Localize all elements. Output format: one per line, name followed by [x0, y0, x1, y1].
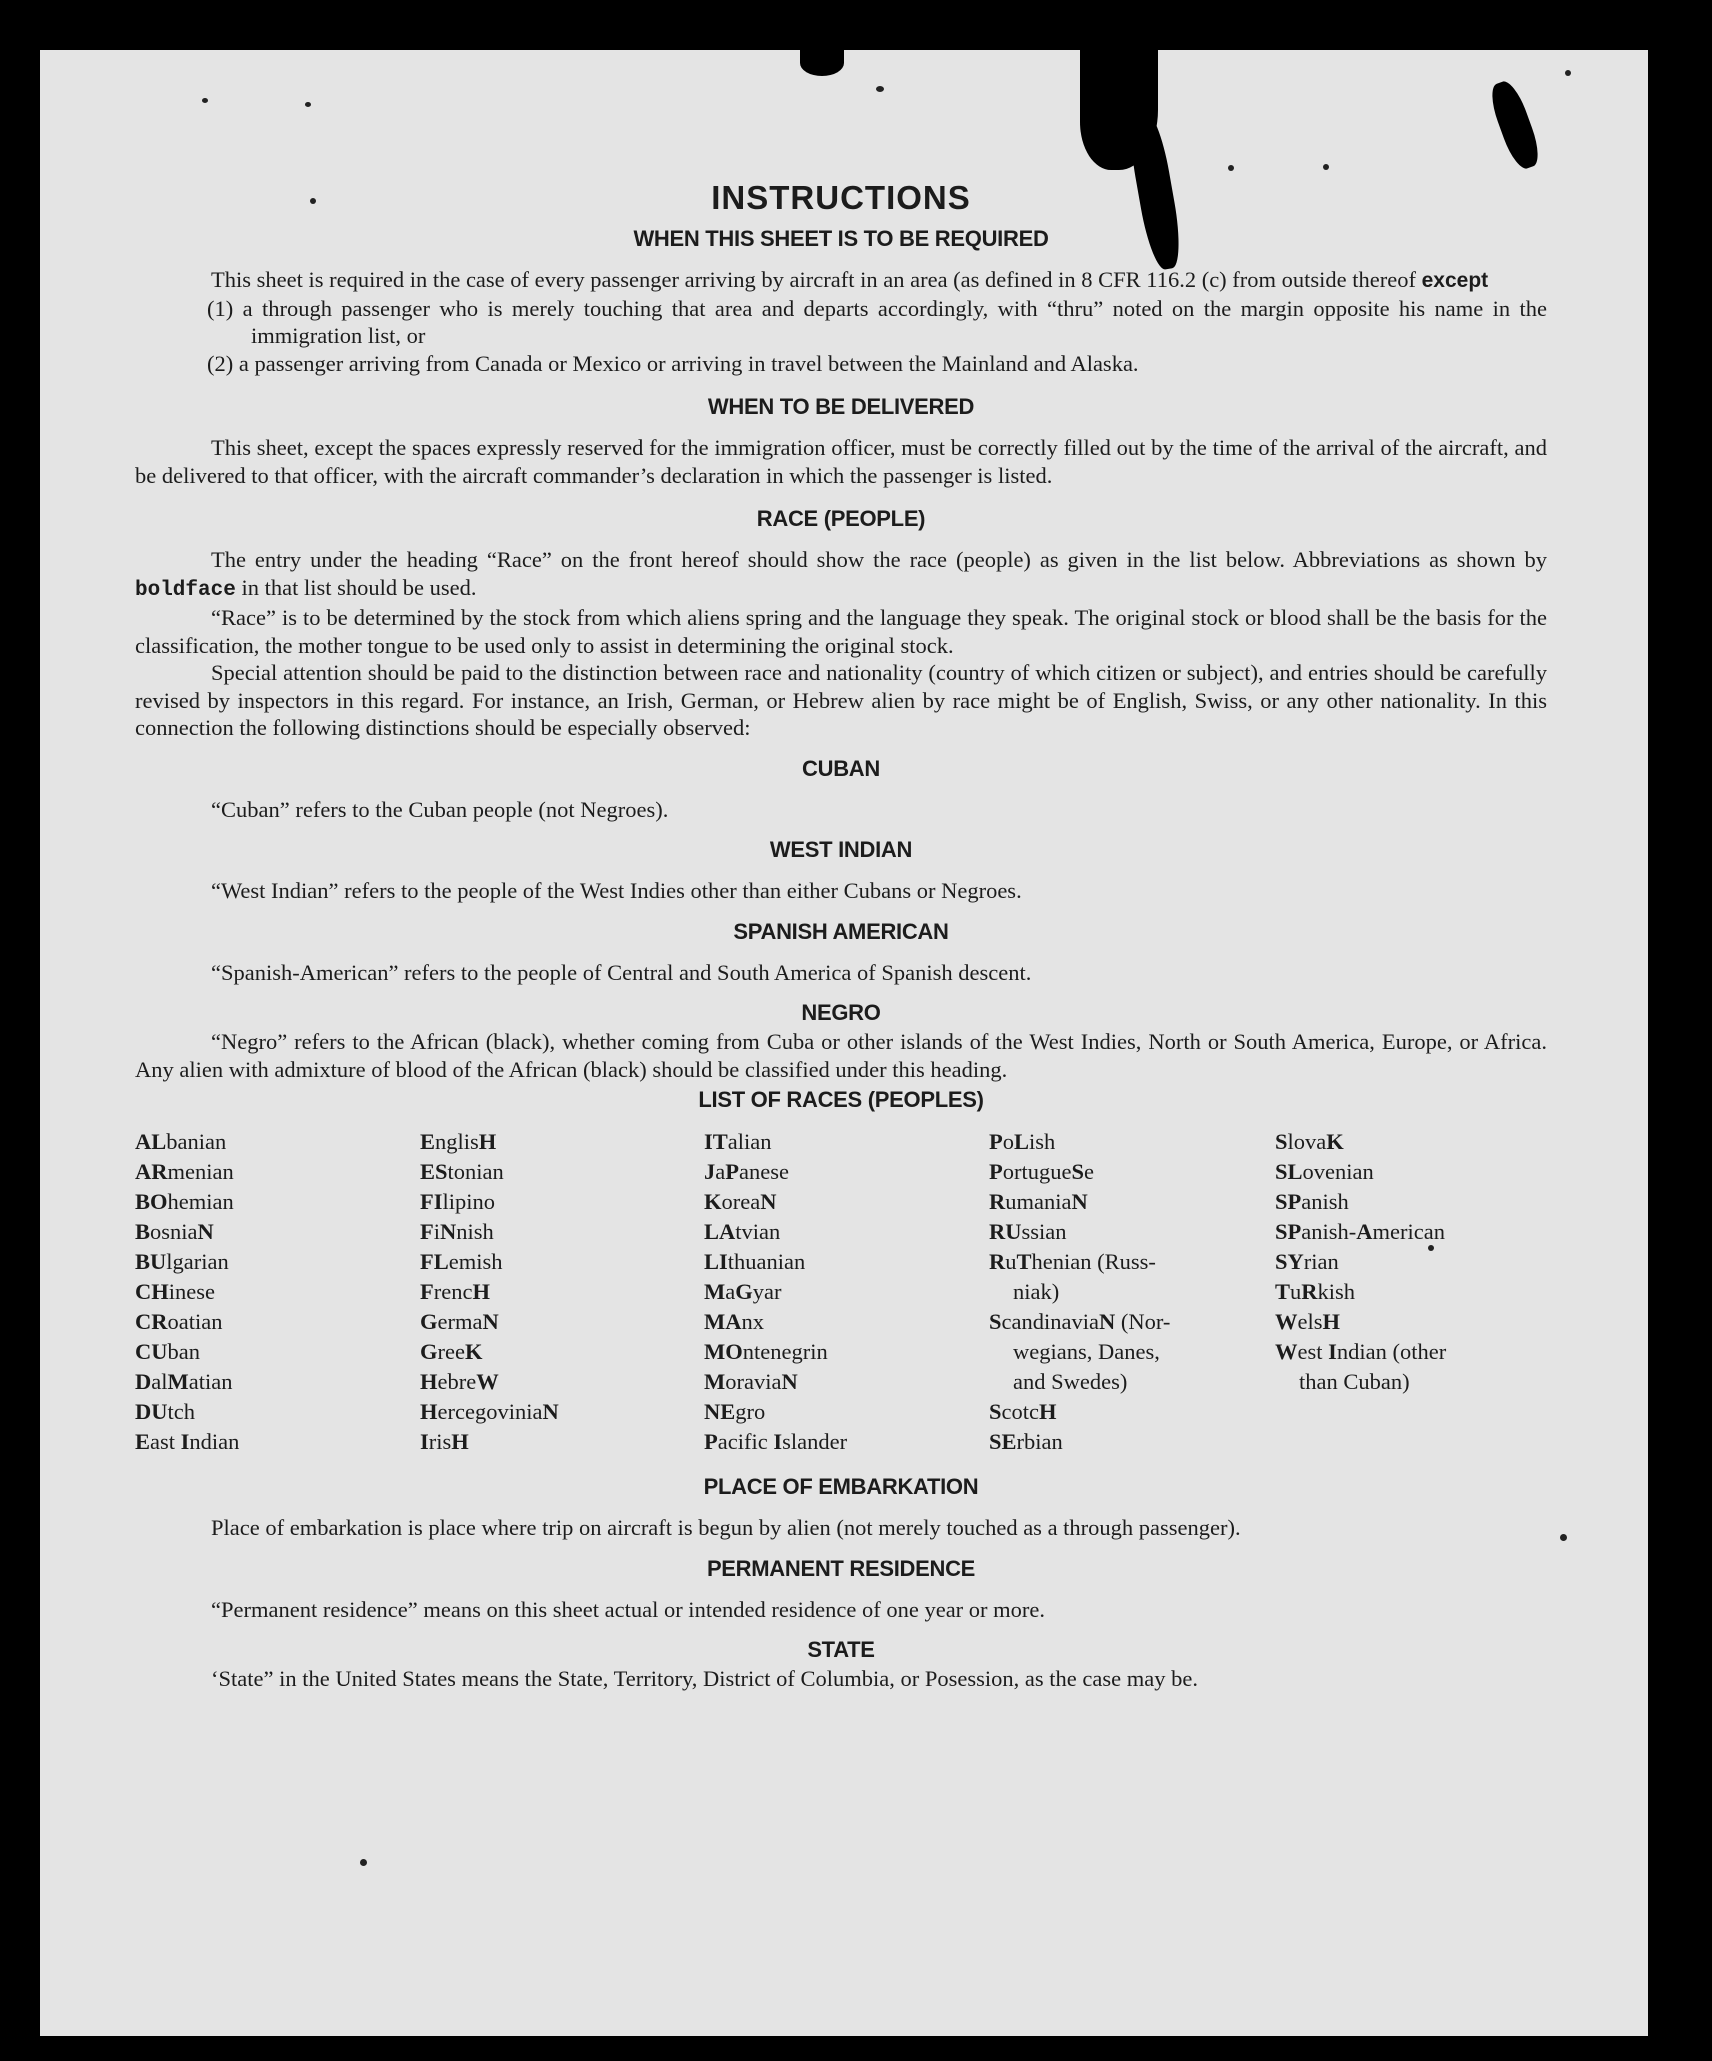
- race-name: LAtvian: [704, 1219, 781, 1244]
- race-name: ScotcH: [989, 1399, 1057, 1424]
- race-entry: [1275, 1187, 1547, 1217]
- race-entry: [1275, 1127, 1547, 1157]
- race-name: EnglisH: [420, 1129, 497, 1154]
- race-name: FIlipino: [420, 1189, 496, 1214]
- race-entry: [135, 1397, 420, 1427]
- race-name: ARmenian: [135, 1159, 234, 1184]
- except-bold: except: [1421, 269, 1489, 292]
- race-entry: [420, 1307, 704, 1337]
- race-name: ALbanian: [135, 1129, 227, 1154]
- race-entry: [704, 1217, 989, 1247]
- race-entry: [135, 1157, 420, 1187]
- race-name: Pacific Islander: [704, 1429, 848, 1454]
- instructions-content: [135, 178, 1547, 1693]
- race-entry: [704, 1127, 989, 1157]
- race-column: [1275, 1127, 1547, 1457]
- race-entry: [704, 1157, 989, 1187]
- race-name: EStonian: [420, 1159, 504, 1184]
- race-name: DUtch: [135, 1399, 195, 1424]
- heading-permanent-residence: PERMANENT RESIDENCE: [706, 1555, 976, 1581]
- race-entry: [1275, 1307, 1547, 1337]
- race-entry: [420, 1277, 704, 1307]
- race-entry: [704, 1277, 989, 1307]
- race-entry: [989, 1427, 1275, 1457]
- race-name: BUlgarian: [135, 1249, 229, 1274]
- paragraph-negro: “Negro” refers to the African (black), whether coming from Cuba or other islands of the West Indies, North or South America, Europe, or Africa. Any alien with admixture of blood of the African (black) should be classified under this heading.: [135, 1029, 1547, 1082]
- race-entry: [989, 1247, 1275, 1307]
- list-item: (2) a passenger arriving from Canada or Mexico or arriving in travel between the Mainland and Alaska.: [207, 350, 1139, 376]
- race-entry: [420, 1127, 704, 1157]
- speck: [305, 102, 311, 107]
- race-entry: [420, 1157, 704, 1187]
- race-name: CUban: [135, 1339, 200, 1364]
- race-name: East Indian: [135, 1429, 240, 1454]
- race-entry: [135, 1337, 420, 1367]
- race-name: FiNnish: [420, 1219, 494, 1244]
- heading-west-indian: WEST INDIAN: [769, 837, 913, 862]
- race-entry: [704, 1427, 989, 1457]
- race-entry: [135, 1217, 420, 1247]
- paragraph-required: This sheet is required in the case of every passenger arriving by aircraft in an area (as defined in 8 CFR 116.2 (c) from outside thereof except: [211, 267, 1489, 292]
- boldface-word: boldface: [135, 578, 236, 602]
- race-name: ScandinaviaN (Nor-: [989, 1309, 1171, 1334]
- race-name: GermaN: [420, 1309, 499, 1334]
- page-title: INSTRUCTIONS: [711, 179, 971, 216]
- race-entry: [704, 1307, 989, 1337]
- race-name: IrisH: [420, 1429, 469, 1454]
- race-name-continuation: than Cuban): [1299, 1369, 1410, 1394]
- speck: [360, 1859, 367, 1866]
- list-item: (1) a through passenger who is merely touching that area and departs accordingly, with “thru” noted on the margin opposite his name in the immigration list, or: [207, 295, 1547, 348]
- heading-negro: NEGRO: [801, 1000, 881, 1025]
- race-name: RumaniaN: [989, 1189, 1088, 1214]
- race-column: [135, 1127, 420, 1457]
- heading-spanish-american: SPANISH AMERICAN: [733, 918, 949, 944]
- race-entry: [989, 1307, 1275, 1397]
- heading-state: STATE: [807, 1637, 875, 1662]
- race-name: SlovaK: [1275, 1129, 1344, 1154]
- race-name: West Indian (other: [1275, 1339, 1447, 1364]
- race-name: RUssian: [989, 1219, 1067, 1244]
- race-entry: [420, 1337, 704, 1367]
- race-entry: [1275, 1337, 1547, 1397]
- race-entry: [989, 1397, 1275, 1427]
- race-entry: [1275, 1277, 1547, 1307]
- race-name-continuation: wegians, Danes,: [1013, 1339, 1160, 1364]
- race-name: SPanish: [1275, 1189, 1349, 1214]
- paragraph-state: ‘State” in the United States means the State, Territory, District of Columbia, or Posession, as the case may be.: [211, 1666, 1198, 1691]
- race-entry: [1275, 1217, 1547, 1247]
- race-name: SErbian: [989, 1429, 1063, 1454]
- race-name-continuation: niak): [1013, 1279, 1060, 1304]
- race-entry: [989, 1187, 1275, 1217]
- race-entry: [420, 1217, 704, 1247]
- speck: [1228, 165, 1234, 171]
- speck: [1565, 70, 1571, 76]
- race-name: HebreW: [420, 1369, 499, 1394]
- race-name: SYrian: [1275, 1249, 1339, 1274]
- race-name: MOntenegrin: [704, 1339, 828, 1364]
- race-name: MoraviaN: [704, 1369, 798, 1394]
- race-entry: [420, 1397, 704, 1427]
- race-name: CRoatian: [135, 1309, 223, 1334]
- race-name: PoLish: [989, 1129, 1056, 1154]
- race-name: WelsH: [1275, 1309, 1341, 1334]
- race-entry: [135, 1247, 420, 1277]
- race-name: DalMatian: [135, 1369, 233, 1394]
- race-name: PortugueSe: [989, 1159, 1094, 1184]
- paragraph-embarkation: Place of embarkation is place where trip on aircraft is begun by alien (not merely touched as a through passenger).: [211, 1515, 1241, 1540]
- race-column: [420, 1127, 704, 1457]
- race-list-grid: [135, 1127, 1547, 1457]
- paragraph-delivered: This sheet, except the spaces expressly reserved for the immigration officer, must be correctly filled out by the time of the arrival of the aircraft, and be delivered to that officer, with the aircraft commander’s declaration in which the passenger is listed.: [135, 435, 1547, 488]
- paragraph-race-1: The entry under the heading “Race” on the front hereof should show the race (people) as given in the list below. Abbreviations as shown by boldface in that list should be used.: [135, 547, 1547, 602]
- race-name-continuation: and Swedes): [1013, 1369, 1128, 1394]
- race-name: FrencH: [420, 1279, 490, 1304]
- race-name: TuRkish: [1275, 1279, 1356, 1304]
- paragraph-race-3: Special attention should be paid to the distinction between race and nationality (country of which citizen or subject), and entries should be carefully revised by inspectors in this regard. For instance, an Irish, German, or Hebrew alien by race might be of English, Swiss, or any other nationality. In this connection the following distinctions should be especially observed:: [135, 660, 1547, 740]
- heading-when-delivered: WHEN TO BE DELIVERED: [707, 394, 975, 419]
- race-entry: [135, 1427, 420, 1457]
- race-name: FLemish: [420, 1249, 503, 1274]
- heading-cuban: CUBAN: [802, 755, 880, 781]
- race-name: NEgro: [704, 1399, 766, 1424]
- race-entry: [420, 1187, 704, 1217]
- race-entry: [989, 1127, 1275, 1157]
- race-entry: [135, 1127, 420, 1157]
- heading-race: RACE (PEOPLE): [756, 506, 926, 531]
- torn-corner-hole: [800, 50, 844, 76]
- race-entry: [704, 1337, 989, 1367]
- race-column: [704, 1127, 989, 1457]
- race-entry: [135, 1307, 420, 1337]
- race-entry: [420, 1367, 704, 1397]
- race-name: RuThenian (Russ-: [989, 1249, 1156, 1274]
- race-entry: [420, 1427, 704, 1457]
- torn-corner-hole: [1486, 78, 1545, 173]
- race-name: MAnx: [704, 1309, 764, 1334]
- speck: [1560, 1534, 1567, 1541]
- race-entry: [135, 1187, 420, 1217]
- race-entry: [704, 1187, 989, 1217]
- speck: [876, 86, 884, 92]
- race-name: SLovenian: [1275, 1159, 1374, 1184]
- race-entry: [135, 1367, 420, 1397]
- race-name: MaGyar: [704, 1279, 782, 1304]
- race-name: HercegoviniaN: [420, 1399, 559, 1424]
- paragraph-race-2: “Race” is to be determined by the stock from which aliens spring and the language they speak. The original stock or blood shall be the basis for the classification, the mother tongue to be used only to assist in determining the original stock.: [135, 605, 1547, 658]
- race-name: SPanish-American: [1275, 1219, 1445, 1244]
- race-column: [989, 1127, 1275, 1457]
- race-name: ITalian: [704, 1129, 772, 1154]
- race-name: KoreaN: [704, 1189, 777, 1214]
- race-entry: [704, 1397, 989, 1427]
- paragraph-spanish-american: “Spanish-American” refers to the people of Central and South America of Spanish descent.: [211, 959, 1032, 985]
- race-entry: [704, 1247, 989, 1277]
- speck: [202, 98, 208, 103]
- race-name: CHinese: [135, 1279, 215, 1304]
- race-entry: [704, 1367, 989, 1397]
- race-entry: [989, 1217, 1275, 1247]
- heading-list-of-races: LIST OF RACES (PEOPLES): [698, 1087, 984, 1112]
- race-name: BOhemian: [135, 1189, 234, 1214]
- race-entry: [420, 1247, 704, 1277]
- paragraph-residence: “Permanent residence” means on this sheet actual or intended residence of one year or more.: [211, 1596, 1046, 1622]
- race-name: BosniaN: [135, 1219, 214, 1244]
- paragraph-cuban: “Cuban” refers to the Cuban people (not Negroes).: [211, 796, 669, 822]
- race-entry: [989, 1157, 1275, 1187]
- heading-embarkation: PLACE OF EMBARKATION: [703, 1474, 979, 1499]
- race-entry: [135, 1277, 420, 1307]
- race-name: GreeK: [420, 1339, 483, 1364]
- race-entry: [1275, 1247, 1547, 1277]
- race-name: LIthuanian: [704, 1249, 806, 1274]
- heading-when-required: WHEN THIS SHEET IS TO BE REQUIRED: [633, 226, 1049, 251]
- speck: [1323, 164, 1329, 170]
- paragraph-west-indian: “West Indian” refers to the people of the West Indies other than either Cubans or Negroes.: [211, 878, 1022, 903]
- race-entry: [1275, 1157, 1547, 1187]
- race-name: JaPanese: [704, 1159, 789, 1184]
